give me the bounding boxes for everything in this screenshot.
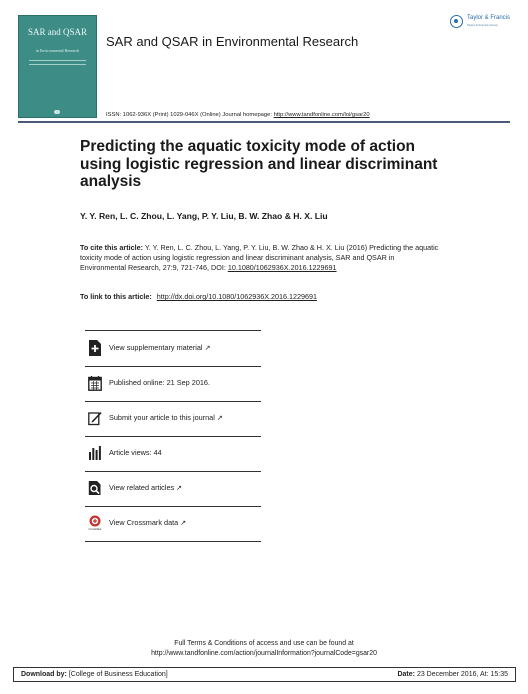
issn-text: ISSN: 1062-936X (Print) 1029-046X (Online) Journal homepage:	[106, 112, 272, 118]
download-info-bar	[13, 667, 516, 682]
crossmark-icon	[88, 515, 102, 531]
calendar-icon	[88, 375, 102, 391]
citation-block	[80, 243, 440, 273]
publisher-name: Taylor & Francis	[467, 15, 511, 21]
cover-divider	[29, 64, 86, 65]
action-supplementary-material[interactable]	[85, 331, 261, 367]
action-label: Article views: 44	[109, 448, 162, 457]
external-link-icon: ↗	[204, 345, 211, 352]
external-link-icon: ↗	[176, 485, 183, 492]
download-date	[397, 671, 508, 678]
article-authors: Y. Y. Ren, L. C. Zhou, L. Yang, P. Y. Liu, B. W. Zhao & H. X. Liu	[80, 211, 328, 221]
external-link-icon: ↗	[216, 415, 223, 422]
header-divider	[18, 121, 510, 123]
cover-title: SAR and QSAR	[27, 27, 87, 37]
publisher-logo[interactable]	[450, 14, 512, 34]
download-by	[21, 671, 168, 678]
terms-link[interactable]: http://www.tandfonline.com/action/journalInformation?journalCode=gsar20	[151, 650, 377, 657]
action-article-views	[85, 436, 261, 472]
crossmark-caption: CrossMark	[88, 528, 102, 531]
action-label: View supplementary material	[109, 343, 203, 352]
action-related-articles[interactable]	[85, 471, 261, 507]
citation-text: Y. Y. Ren, L. C. Zhou, L. Yang, P. Y. Liu, B. W. Zhao & H. X. Liu (2016) Predicting the aquatic toxicity mode of action using logistic regression and linear discriminant analysis, SAR and QSAR in Environmental Research, 27:9, 721-746, DOI:	[80, 243, 439, 272]
action-label: View related articles	[109, 483, 175, 492]
citation-label: To cite this article:	[80, 243, 143, 252]
action-label: View Crossmark data	[109, 518, 179, 527]
terms-text: Full Terms & Conditions of access and use can be found at	[174, 640, 354, 647]
bar-chart-icon	[88, 445, 102, 461]
journal-name[interactable]: SAR and QSAR in Environmental Research	[106, 34, 359, 49]
journal-homepage-link[interactable]: http://www.tandfonline.com/loi/gsar20	[273, 112, 370, 118]
download-label: Download by:	[21, 671, 67, 678]
action-label: Submit your article to this journal	[109, 413, 215, 422]
cover-publisher-mark	[54, 110, 60, 114]
publisher-tagline: Taylor & Francis Group	[467, 23, 498, 27]
issn-line	[106, 112, 370, 118]
date-label: Date:	[397, 671, 415, 678]
cover-subtitle: in Environmental Research	[35, 48, 80, 53]
journal-cover-image	[18, 15, 97, 118]
article-doi-link[interactable]: http://dx.doi.org/10.1080/1062936X.2016.1229691	[156, 292, 318, 301]
action-crossmark-data[interactable]	[85, 506, 261, 542]
related-search-icon	[88, 480, 102, 496]
article-title: Predicting the aquatic toxicity mode of action using logistic regression and linear discriminant analysis	[80, 138, 438, 190]
cover-divider	[29, 60, 86, 61]
publisher-logo-icon	[450, 15, 463, 28]
citation-doi-link[interactable]: 10.1080/1062936X.2016.1229691	[227, 262, 337, 272]
date-value: 23 December 2016, At: 15:35	[416, 671, 508, 678]
action-published-online	[85, 366, 261, 402]
edit-icon	[88, 410, 102, 426]
external-link-icon: ↗	[180, 520, 187, 527]
action-submit-article[interactable]	[85, 401, 261, 437]
article-link-block	[80, 292, 317, 301]
action-label: Published online: 21 Sep 2016.	[109, 378, 211, 387]
download-institution: [College of Business Education]	[68, 671, 168, 678]
article-link-label: To link to this article:	[80, 292, 152, 301]
plus-document-icon	[88, 340, 102, 356]
